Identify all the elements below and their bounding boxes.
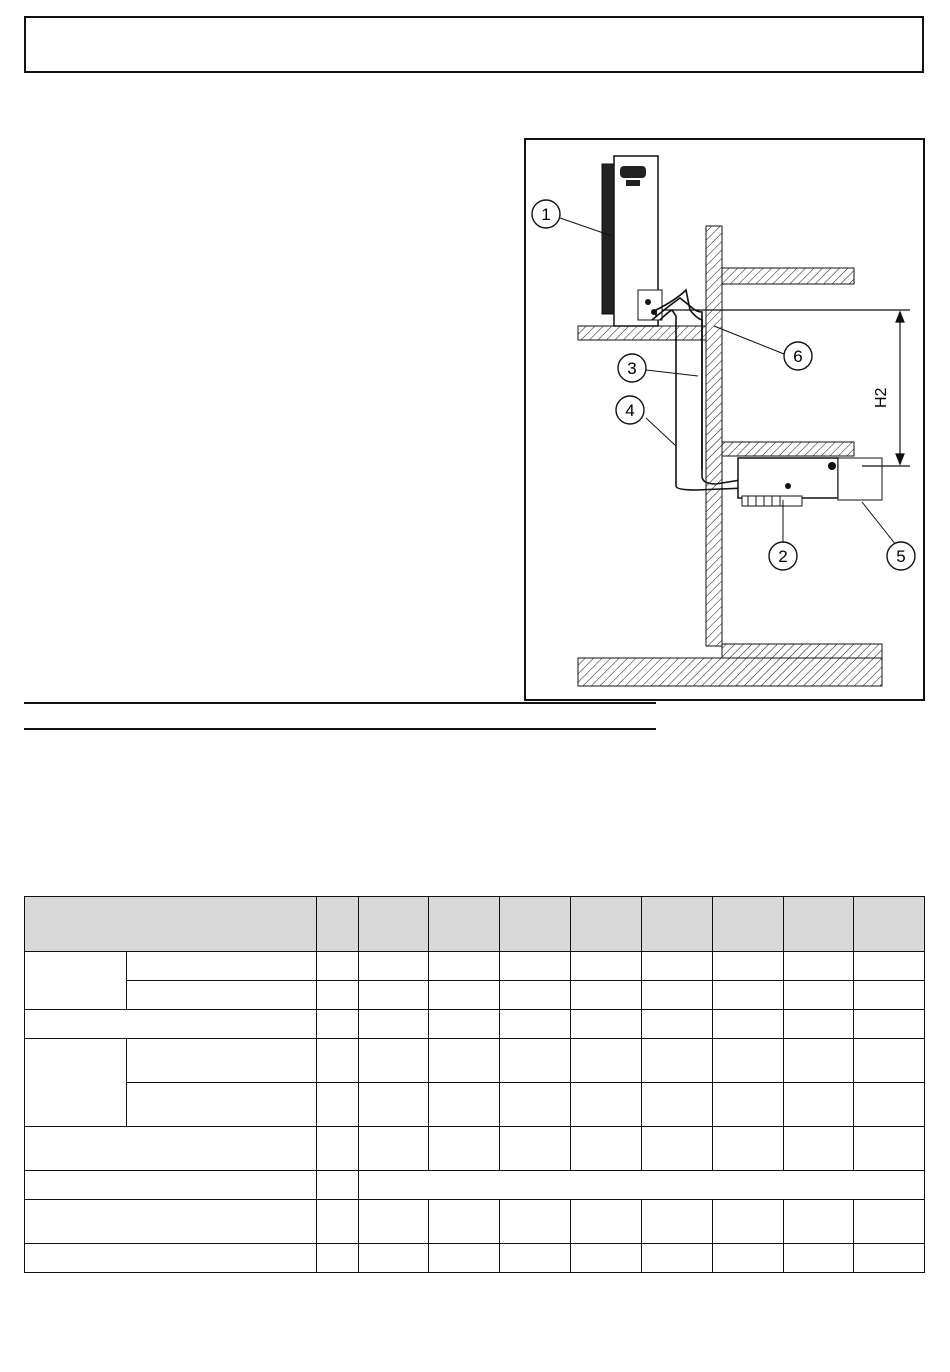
table-cell xyxy=(713,1127,784,1171)
table-cell xyxy=(642,1083,713,1127)
table-cell xyxy=(713,1200,784,1244)
table-cell xyxy=(713,981,784,1010)
table-cell xyxy=(25,1200,317,1244)
svg-text:6: 6 xyxy=(793,347,803,366)
table-cell xyxy=(854,1200,925,1244)
table-cell xyxy=(359,1127,429,1171)
table-cell xyxy=(642,1244,713,1273)
table-cell xyxy=(784,1010,854,1039)
table-cell xyxy=(317,1083,359,1127)
table-cell xyxy=(500,1010,571,1039)
table-cell xyxy=(317,1171,359,1200)
table-cell xyxy=(429,1083,500,1127)
table-cell xyxy=(642,1200,713,1244)
table-cell xyxy=(784,1200,854,1244)
outdoor-unit xyxy=(602,156,662,326)
table-cell xyxy=(854,1083,925,1127)
table-cell xyxy=(500,1039,571,1083)
indoor-unit xyxy=(738,458,882,506)
header-cell xyxy=(854,897,925,952)
table-cell xyxy=(784,1039,854,1083)
callout-2 xyxy=(769,542,797,570)
table-cell xyxy=(127,981,317,1010)
table-cell xyxy=(317,1010,359,1039)
table-cell xyxy=(359,981,429,1010)
table-cell xyxy=(25,952,127,1010)
table-cell xyxy=(500,952,571,981)
table-cell xyxy=(571,1083,642,1127)
table-cell-merged xyxy=(359,1171,925,1200)
floor-slab xyxy=(578,658,882,686)
table-cell xyxy=(713,1244,784,1273)
table-cell xyxy=(317,981,359,1010)
balcony-slab xyxy=(578,326,706,340)
table-cell xyxy=(317,1127,359,1171)
table-cell xyxy=(317,1244,359,1273)
table-row xyxy=(25,1244,925,1273)
wall xyxy=(706,226,722,646)
header-box xyxy=(24,16,924,73)
callout-5 xyxy=(887,542,915,570)
table-cell xyxy=(571,1244,642,1273)
svg-text:3: 3 xyxy=(627,359,637,378)
table-row xyxy=(25,981,925,1010)
installation-figure xyxy=(524,138,925,701)
table-cell xyxy=(784,1244,854,1273)
table-cell xyxy=(854,952,925,981)
callout-4 xyxy=(616,396,644,424)
table-header-row xyxy=(25,897,925,952)
table-cell xyxy=(317,1039,359,1083)
table-cell xyxy=(784,1083,854,1127)
table-cell xyxy=(317,952,359,981)
table-cell xyxy=(500,1127,571,1171)
table-cell xyxy=(429,981,500,1010)
table-cell xyxy=(317,1200,359,1244)
table-cell xyxy=(359,952,429,981)
spec-table xyxy=(24,896,925,1273)
callout-1 xyxy=(532,200,560,228)
table-cell xyxy=(713,1010,784,1039)
table-cell xyxy=(429,1244,500,1273)
table-cell xyxy=(25,1127,317,1171)
table-row xyxy=(25,1127,925,1171)
svg-text:4: 4 xyxy=(625,401,635,420)
table-cell xyxy=(854,1244,925,1273)
table-cell xyxy=(429,1127,500,1171)
table-cell xyxy=(127,952,317,981)
table-cell xyxy=(500,1244,571,1273)
table-cell xyxy=(571,1200,642,1244)
header-cell xyxy=(784,897,854,952)
table-cell xyxy=(854,1010,925,1039)
table-cell xyxy=(713,952,784,981)
header-cell xyxy=(359,897,429,952)
table-cell xyxy=(571,1010,642,1039)
upper-slab xyxy=(722,268,854,284)
svg-text:5: 5 xyxy=(896,547,906,566)
table-cell xyxy=(642,1127,713,1171)
table-cell xyxy=(25,1244,317,1273)
table-row xyxy=(25,1083,925,1127)
table-cell xyxy=(784,952,854,981)
table-cell xyxy=(571,981,642,1010)
table-cell xyxy=(25,1171,317,1200)
ceiling-slab xyxy=(722,442,854,456)
table-cell xyxy=(642,952,713,981)
svg-text:2: 2 xyxy=(778,547,788,566)
header-cell xyxy=(713,897,784,952)
table-cell xyxy=(429,1039,500,1083)
table-row xyxy=(25,1039,925,1083)
table-cell xyxy=(571,1127,642,1171)
table-cell xyxy=(359,1010,429,1039)
table-cell xyxy=(854,1127,925,1171)
table-cell xyxy=(127,1083,317,1127)
svg-text:1: 1 xyxy=(541,205,551,224)
height-label: H2 xyxy=(873,387,890,408)
table-cell xyxy=(429,1010,500,1039)
table-cell xyxy=(359,1039,429,1083)
table-cell xyxy=(854,981,925,1010)
table-cell xyxy=(359,1244,429,1273)
table-cell xyxy=(359,1200,429,1244)
table-cell xyxy=(359,1083,429,1127)
section-rule-bottom xyxy=(24,728,656,730)
callout-3 xyxy=(618,354,646,382)
table-cell xyxy=(25,1039,127,1127)
table-cell xyxy=(642,1010,713,1039)
lower-slab xyxy=(722,644,882,658)
table-cell xyxy=(429,952,500,981)
table-cell xyxy=(429,1200,500,1244)
table-cell xyxy=(642,981,713,1010)
table-cell xyxy=(784,981,854,1010)
header-cell xyxy=(642,897,713,952)
table-cell xyxy=(713,1039,784,1083)
table-row xyxy=(25,1171,925,1200)
table-cell xyxy=(854,1039,925,1083)
table-cell xyxy=(784,1127,854,1171)
installation-diagram xyxy=(526,140,923,699)
table-cell xyxy=(571,1039,642,1083)
table-cell xyxy=(642,1039,713,1083)
table-cell xyxy=(500,1083,571,1127)
header-cell xyxy=(25,897,317,952)
table-cell xyxy=(500,1200,571,1244)
table-cell xyxy=(713,1083,784,1127)
header-cell xyxy=(317,897,359,952)
table-cell xyxy=(500,981,571,1010)
table-cell xyxy=(127,1039,317,1083)
callout-6 xyxy=(784,342,812,370)
table-row xyxy=(25,1010,925,1039)
table-row xyxy=(25,952,925,981)
table-cell xyxy=(571,952,642,981)
header-cell xyxy=(571,897,642,952)
header-cell xyxy=(429,897,500,952)
table-cell xyxy=(25,1010,317,1039)
section-rule-top xyxy=(24,702,656,704)
table-row xyxy=(25,1200,925,1244)
header-cell xyxy=(500,897,571,952)
